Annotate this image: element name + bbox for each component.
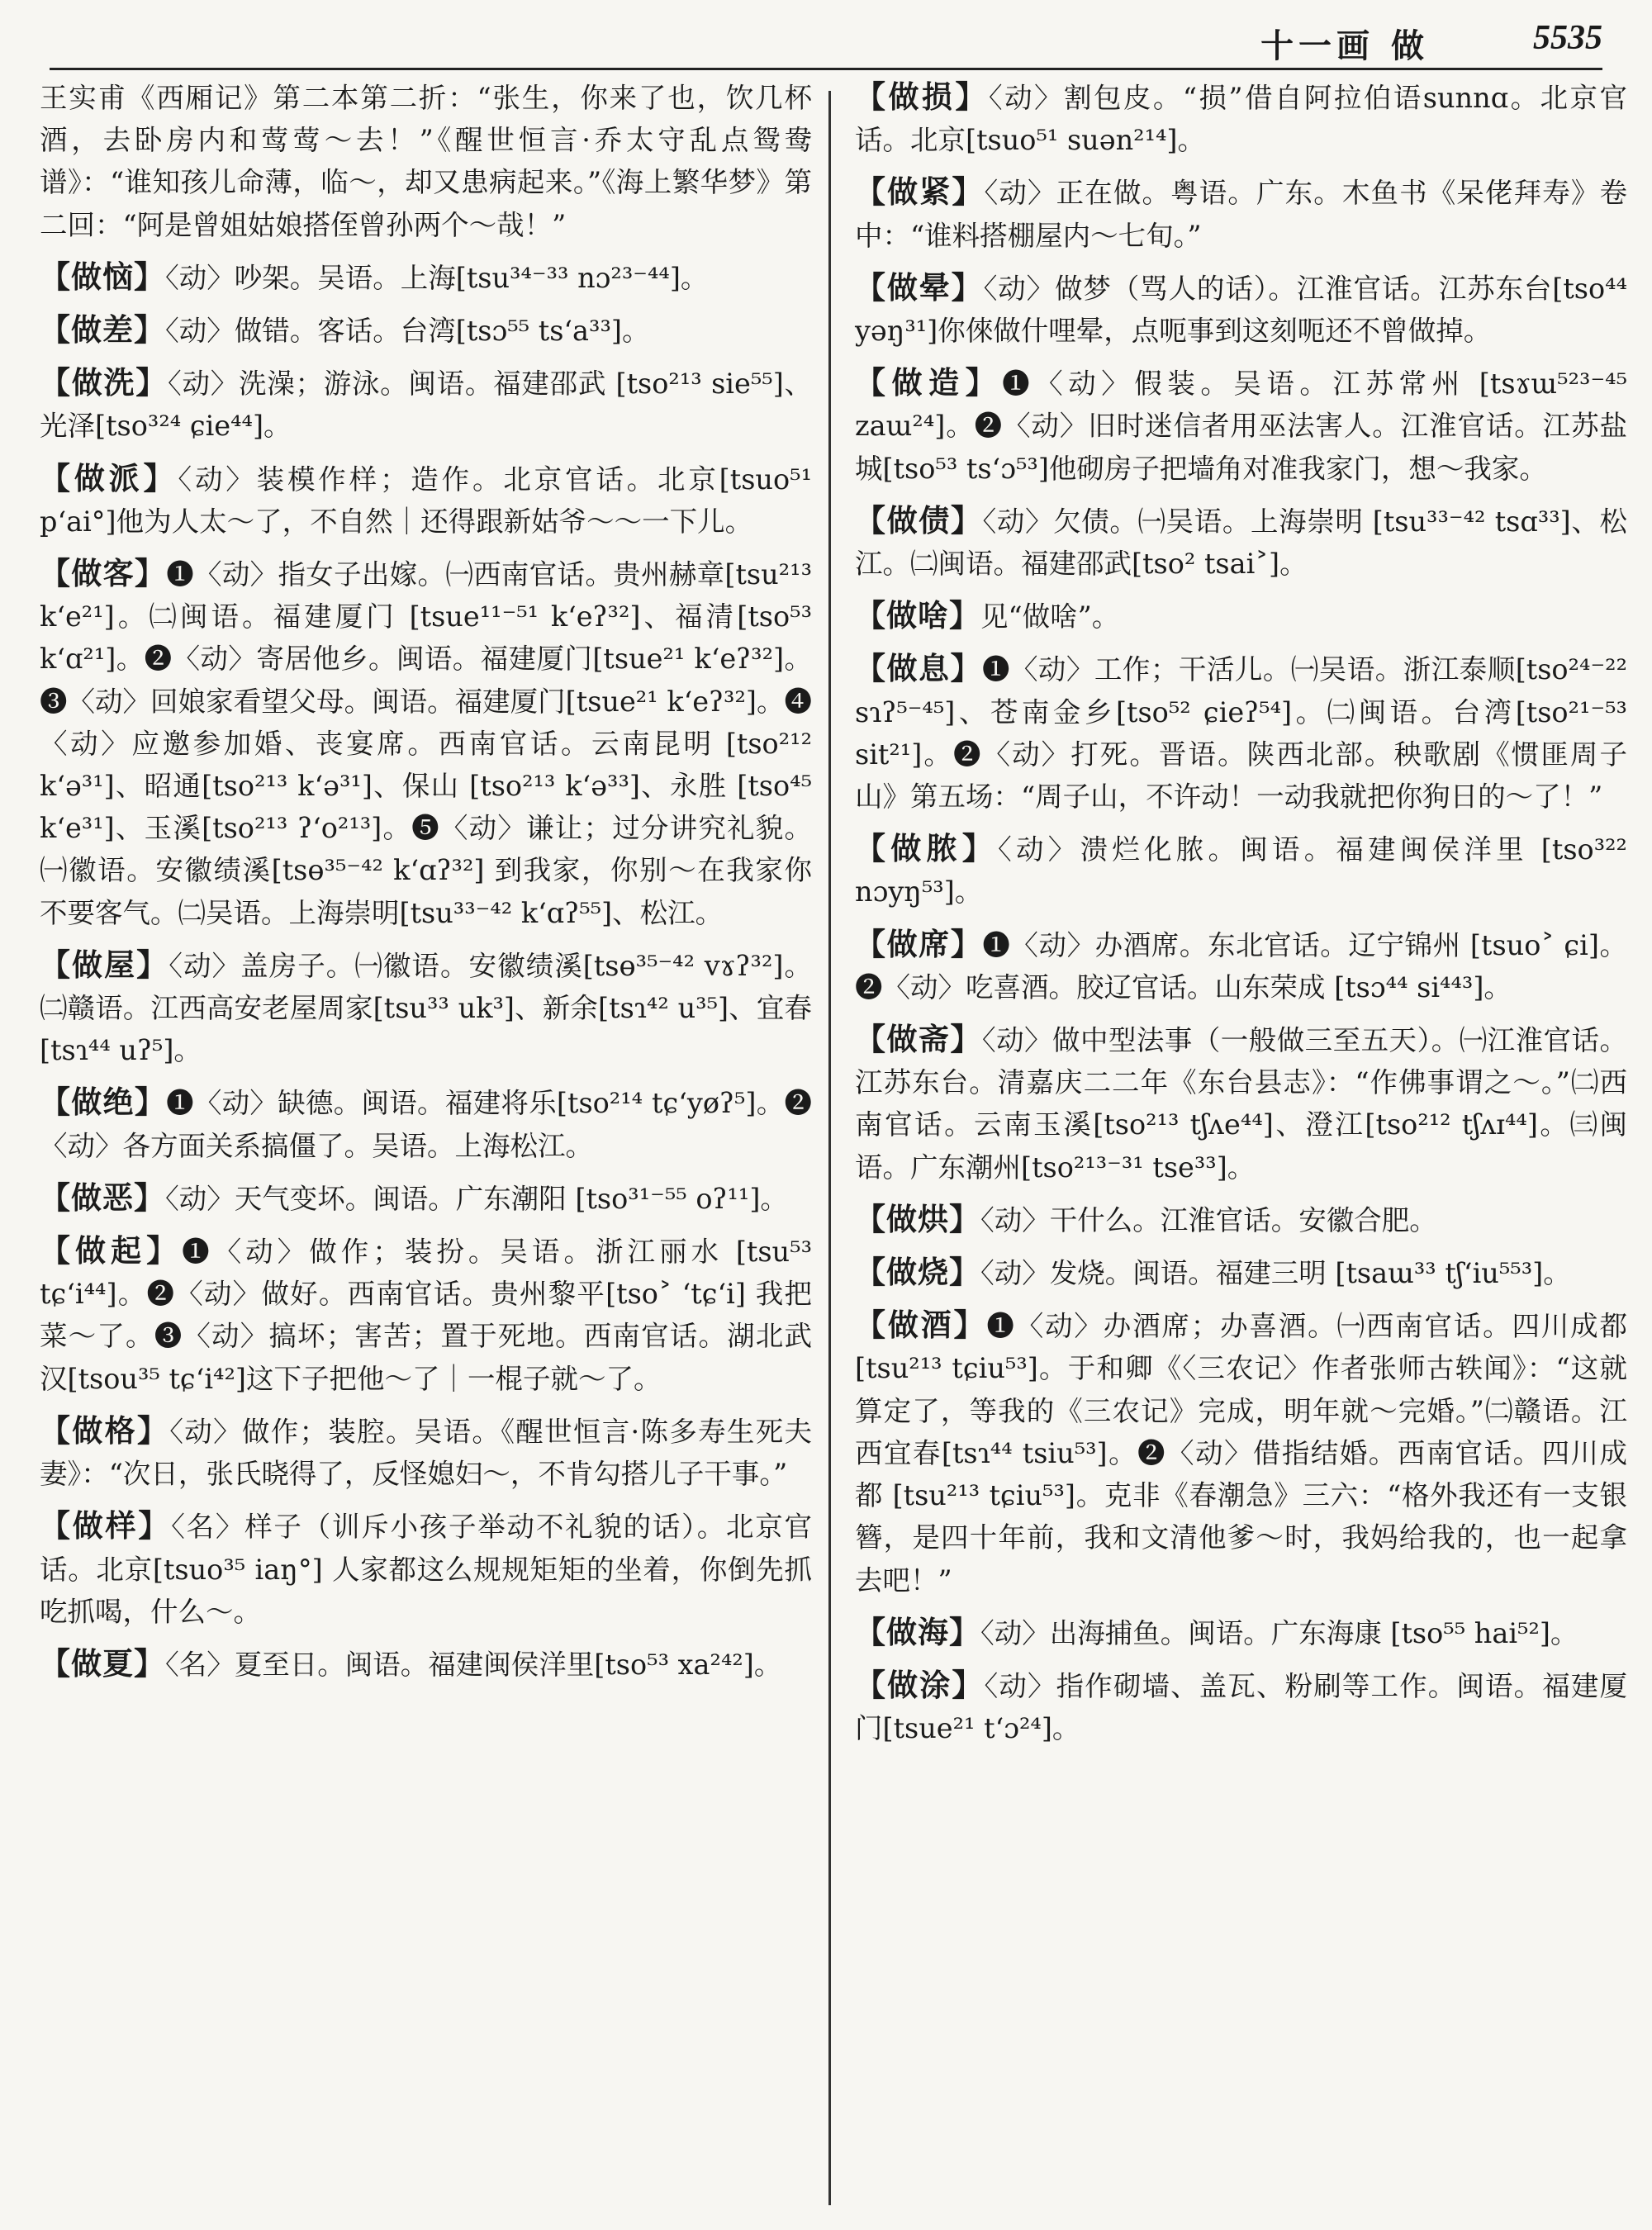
entry-definition: 〈动〉做作；装腔。吴语。《醒世恒言·陈多寿生死夫妻》：“次日，张氏晓得了，反怪媳妇～，不肯勾搭儿子干事。” <box>40 1415 813 1491</box>
entry-headword: 【做夏】 <box>40 1644 165 1682</box>
entry-definition: 〈动〉正在做。粤语。广东。木鱼书《呆佬拜寿》卷中：“谁料搭棚屋内～七旬。” <box>855 177 1627 252</box>
dictionary-entry <box>855 1251 1627 1294</box>
entry-headword: 【做起】 <box>40 1232 183 1269</box>
dictionary-entry <box>855 1304 1627 1601</box>
dictionary-entry <box>40 944 812 1072</box>
entry-definition: 〈动〉溃烂化脓。闽语。福建闽侯洋里 [tso³²² nɔyŋ⁵³]。 <box>855 833 1627 909</box>
dictionary-entry <box>855 267 1627 352</box>
dictionary-entry <box>855 500 1627 585</box>
entry-headword: 【做烧】 <box>855 1254 980 1291</box>
dictionary-entry <box>855 1198 1627 1241</box>
entry-headword: 【做啥】 <box>855 597 980 634</box>
dictionary-entry <box>855 828 1627 913</box>
dictionary-entry <box>40 1505 812 1633</box>
dictionary-entry <box>40 458 812 543</box>
entry-headword: 【做息】 <box>855 650 982 687</box>
entry-definition: 〈动〉欠债。㈠吴语。上海崇明 [tsu³³⁻⁴² tsɑ³³]、松江。㈡闽语。福建邵武[tso² tsai˃]。 <box>855 505 1627 581</box>
dictionary-entry <box>40 1230 812 1400</box>
page-number: 5535 <box>1533 19 1602 57</box>
entry-definition: ❶〈动〉指女子出嫁。㈠西南官话。贵州赫章[tsu²¹³ k‘e²¹]。㈡闽语。福建厦门 [tsue¹¹⁻⁵¹ k‘eʔ³²]、福清[tso⁵³ k‘ɑ²¹]。❷〈动〉寄居他乡。闽语。福建厦门[tsue²¹ k‘eʔ³²]。❸〈动〉回娘家看望父母。闽语。福建厦门[tsue²¹ k‘eʔ³²]。❹〈动〉应邀参加婚、丧宴席。西南官话。云南昆明 [tso²¹² k‘ə³¹]、昭通[tso²¹³ k‘ə³¹]、保山 [tso²¹³ k‘ə³³]、永胜 [tso⁴⁵ k‘e³¹]、玉溪[tso²¹³ ʔ‘o²¹³]。❺〈动〉谦让；过分讲究礼貌。㈠徽语。安徽绩溪[tsɵ³⁵⁻⁴² k‘ɑʔ³²] 到我家，你别～在我家你不要客气。㈡吴语。上海崇明[tsu³³⁻⁴² k‘ɑʔ⁵⁵]、松江。 <box>40 558 812 929</box>
dictionary-entry <box>855 923 1627 1008</box>
dictionary-entry <box>855 648 1627 818</box>
entry-headword: 【做样】 <box>40 1507 172 1544</box>
dictionary-entry <box>855 1018 1627 1189</box>
column-divider <box>828 91 831 2205</box>
entry-headword: 【做恶】 <box>40 1179 165 1216</box>
dictionary-entry <box>40 1410 812 1495</box>
entry-headword: 【做酒】 <box>855 1307 987 1344</box>
entry-headword: 【做格】 <box>40 1412 170 1449</box>
entry-definition: ❶〈动〉假装。吴语。江苏常州 [tsɤɯ⁵²³⁻⁴⁵ zaɯ²⁴]。❷〈动〉旧时迷信者用巫法害人。江淮官话。江苏盐城[tso⁵³ ts‘ɔ⁵³]他砌房子把墙角对准我家门，想～我家。 <box>855 368 1627 485</box>
entry-definition: 〈动〉做中型法事（一般做三至五天）。㈠江淮官话。江苏东台。清嘉庆二二年《东台县志》：“作佛事谓之～。”㈡西南官话。云南玉溪[tso²¹³ tʃʌe⁴⁴]、澄江[tso²¹² tʃʌɪ⁴⁴]。㈢闽语。广东潮州[tso²¹³⁻³¹ tse³³]。 <box>855 1024 1628 1184</box>
right-column <box>855 76 1627 1759</box>
entry-definition: ❶〈动〉做作；装扮。吴语。浙江丽水 [tsu⁵³ tɕ‘i⁴⁴]。❷〈动〉做好。西南官话。贵州黎平[tso˃ ‘tɕ‘i] 我把菜～了。❸〈动〉搞坏；害苦；置于死地。西南官话。湖北武汉[tsou³⁵ tɕ‘i⁴²]这下子把他～了｜一棍子就～了。 <box>40 1236 812 1395</box>
entry-headword: 【做损】 <box>855 78 989 115</box>
entry-headword: 【做客】 <box>40 555 167 592</box>
entry-headword: 【做差】 <box>40 311 165 349</box>
dictionary-entry <box>40 1177 812 1220</box>
dictionary-entry <box>855 362 1627 490</box>
entry-headword: 【做烘】 <box>855 1200 980 1237</box>
entry-definition: 〈名〉样子（训斥小孩子举动不礼貌的话）。北京官话。北京[tsuo³⁵ iaŋ°] 人家都这么规规矩矩的坐着，你倒先抓吃抓喝，什么～。 <box>40 1511 813 1628</box>
entry-definition: 〈动〉发烧。闽语。福建三明 [tsaɯ³³ tʃ‘iu⁵⁵³]。 <box>980 1257 1571 1290</box>
entry-headword: 【做屋】 <box>40 946 169 983</box>
dictionary-entry <box>855 171 1627 256</box>
dictionary-entry <box>855 595 1627 638</box>
dictionary-entry <box>855 76 1627 161</box>
dictionary-entry <box>40 76 812 246</box>
entry-definition: 〈动〉装模作样；造作。北京官话。北京[tsuo⁵¹ p‘ai°]他为人太～了，不自然｜还得跟新姑爷～～一下儿。 <box>40 463 813 538</box>
left-column <box>40 76 812 1696</box>
entry-definition: 〈名〉夏至日。闽语。福建闽侯洋里[tso⁵³ xa²⁴²]。 <box>165 1648 782 1681</box>
entry-definition: 〈动〉天气变坏。闽语。广东潮阳 [tso³¹⁻⁵⁵ oʔ¹¹]。 <box>165 1182 788 1215</box>
entry-definition: ❶〈动〉办酒席；办喜酒。㈠西南官话。四川成都[tsu²¹³ tɕiu⁵³]。于和卿《〈三农记〉作者张师古轶闻》：“这就算定了，等我的《三农记》完成，明年就～完婚。”㈡赣语。江西宜春[tsɿ⁴⁴ tsiu⁵³]。❷〈动〉借指结婚。西南官话。四川成都 [tsu²¹³ tɕiu⁵³]。克非《春潮急》三六：“格外我还有一支银簪，是四十年前，我和文清他爹～时，我妈给我的，也一起拿去吧！” <box>855 1310 1628 1597</box>
entry-definition: 〈动〉洗澡；游泳。闽语。福建邵武 [tso²¹³ sie⁵⁵]、光泽[tso³²⁴ ɕie⁴⁴]。 <box>40 368 813 443</box>
entry-definition: ❶〈动〉工作；干活儿。㈠吴语。浙江泰顺[tso²⁴⁻²² sɿʔ⁵⁻⁴⁵]、苍南金乡[tso⁵² ɕieʔ⁵⁴]。㈡闽语。台湾[tso²¹⁻⁵³ sit²¹]。❷〈动〉打死。晋语。陕西北部。秧歌剧《惯匪周子山》第五场：“周子山，不许动！一动我就把你狗日的～了！” <box>855 653 1627 814</box>
entry-headword: 【做绝】 <box>40 1084 167 1121</box>
dictionary-entry <box>40 553 812 934</box>
entry-definition: 〈动〉指作砌墙、盖瓦、粉刷等工作。闽语。福建厦门[tsue²¹ t‘ɔ²⁴]。 <box>855 1669 1627 1745</box>
running-head-title: 十一画 做 <box>1260 26 1429 65</box>
dictionary-entry <box>40 309 812 352</box>
dictionary-entry <box>40 256 812 299</box>
entry-definition: 〈动〉做错。客话。台湾[tsɔ⁵⁵ ts‘a³³]。 <box>165 315 650 348</box>
entry-headword: 【做洗】 <box>40 364 168 401</box>
entry-definition: 〈动〉割包皮。“损”借自阿拉伯语sunnɑ。北京官话。北京[tsuo⁵¹ suən²¹⁴]。 <box>855 82 1627 157</box>
entry-headword: 【做席】 <box>855 925 983 962</box>
entry-headword: 【做恼】 <box>40 258 165 295</box>
page-header <box>50 15 1602 70</box>
entry-headword: 【做晕】 <box>855 268 984 306</box>
entry-definition: 〈动〉盖房子。㈠徽语。安徽绩溪[tsɵ³⁵⁻⁴² vɤʔ³²]。㈡赣语。江西高安老屋周家[tsu³³ uk³]、新余[tsɿ⁴² u³⁵]、宜春[tsɿ⁴⁴ uʔ⁵]。 <box>40 949 813 1067</box>
entry-headword: 【做派】 <box>40 459 178 496</box>
entry-definition: ❶〈动〉办酒席。东北官话。辽宁锦州 [tsuo˃ ɕi]。❷〈动〉吃喜酒。胶辽官话。山东荣成 [tsɔ⁴⁴ si⁴⁴³]。 <box>855 928 1628 1004</box>
entry-definition: 〈动〉做梦（骂人的话）。江淮官话。江苏东台[tso⁴⁴ yəŋ³¹]你倈做什哩晕，点呃事到这刻呃还不曾做掉。 <box>855 272 1628 348</box>
entry-headword: 【做涂】 <box>855 1666 985 1703</box>
entry-headword: 【做造】 <box>855 364 1003 401</box>
entry-headword: 【做脓】 <box>855 830 998 867</box>
dictionary-entry <box>40 362 812 447</box>
dictionary-entry <box>40 1081 812 1166</box>
dictionary-entry <box>855 1664 1627 1749</box>
dictionary-entry <box>855 1611 1627 1654</box>
entry-headword: 【做斋】 <box>855 1021 982 1058</box>
entry-headword: 【做海】 <box>855 1613 980 1650</box>
entry-definition: ❶〈动〉缺德。闽语。福建将乐[tso²¹⁴ tɕ‘yøʔ⁵]。❷〈动〉各方面关系搞僵了。吴语。上海松江。 <box>40 1087 812 1162</box>
entry-headword: 【做债】 <box>855 501 983 539</box>
entry-definition: 见“做啥”。 <box>980 600 1120 633</box>
entry-headword: 【做紧】 <box>855 173 985 211</box>
entry-definition: 〈动〉出海捕鱼。闽语。广东海康 [tso⁵⁵ hai⁵²]。 <box>980 1616 1578 1649</box>
entry-definition: 王实甫《西厢记》第二本第二折：“张生，你来了也，饮几杯酒，去卧房内和莺莺～去！”《醒世恒言·乔太守乱点鸳鸯谱》：“谁知孩儿命薄，临～，却又患病起来。”《海上繁华梦》第二回：“阿是曾姐姑娘搭侄曾孙两个～哉！” <box>40 82 812 241</box>
entry-definition: 〈动〉干什么。江淮官话。安徽合肥。 <box>980 1203 1437 1236</box>
entry-definition: 〈动〉吵架。吴语。上海[tsu³⁴⁻³³ nɔ²³⁻⁴⁴]。 <box>165 261 709 294</box>
dictionary-entry <box>40 1643 812 1686</box>
